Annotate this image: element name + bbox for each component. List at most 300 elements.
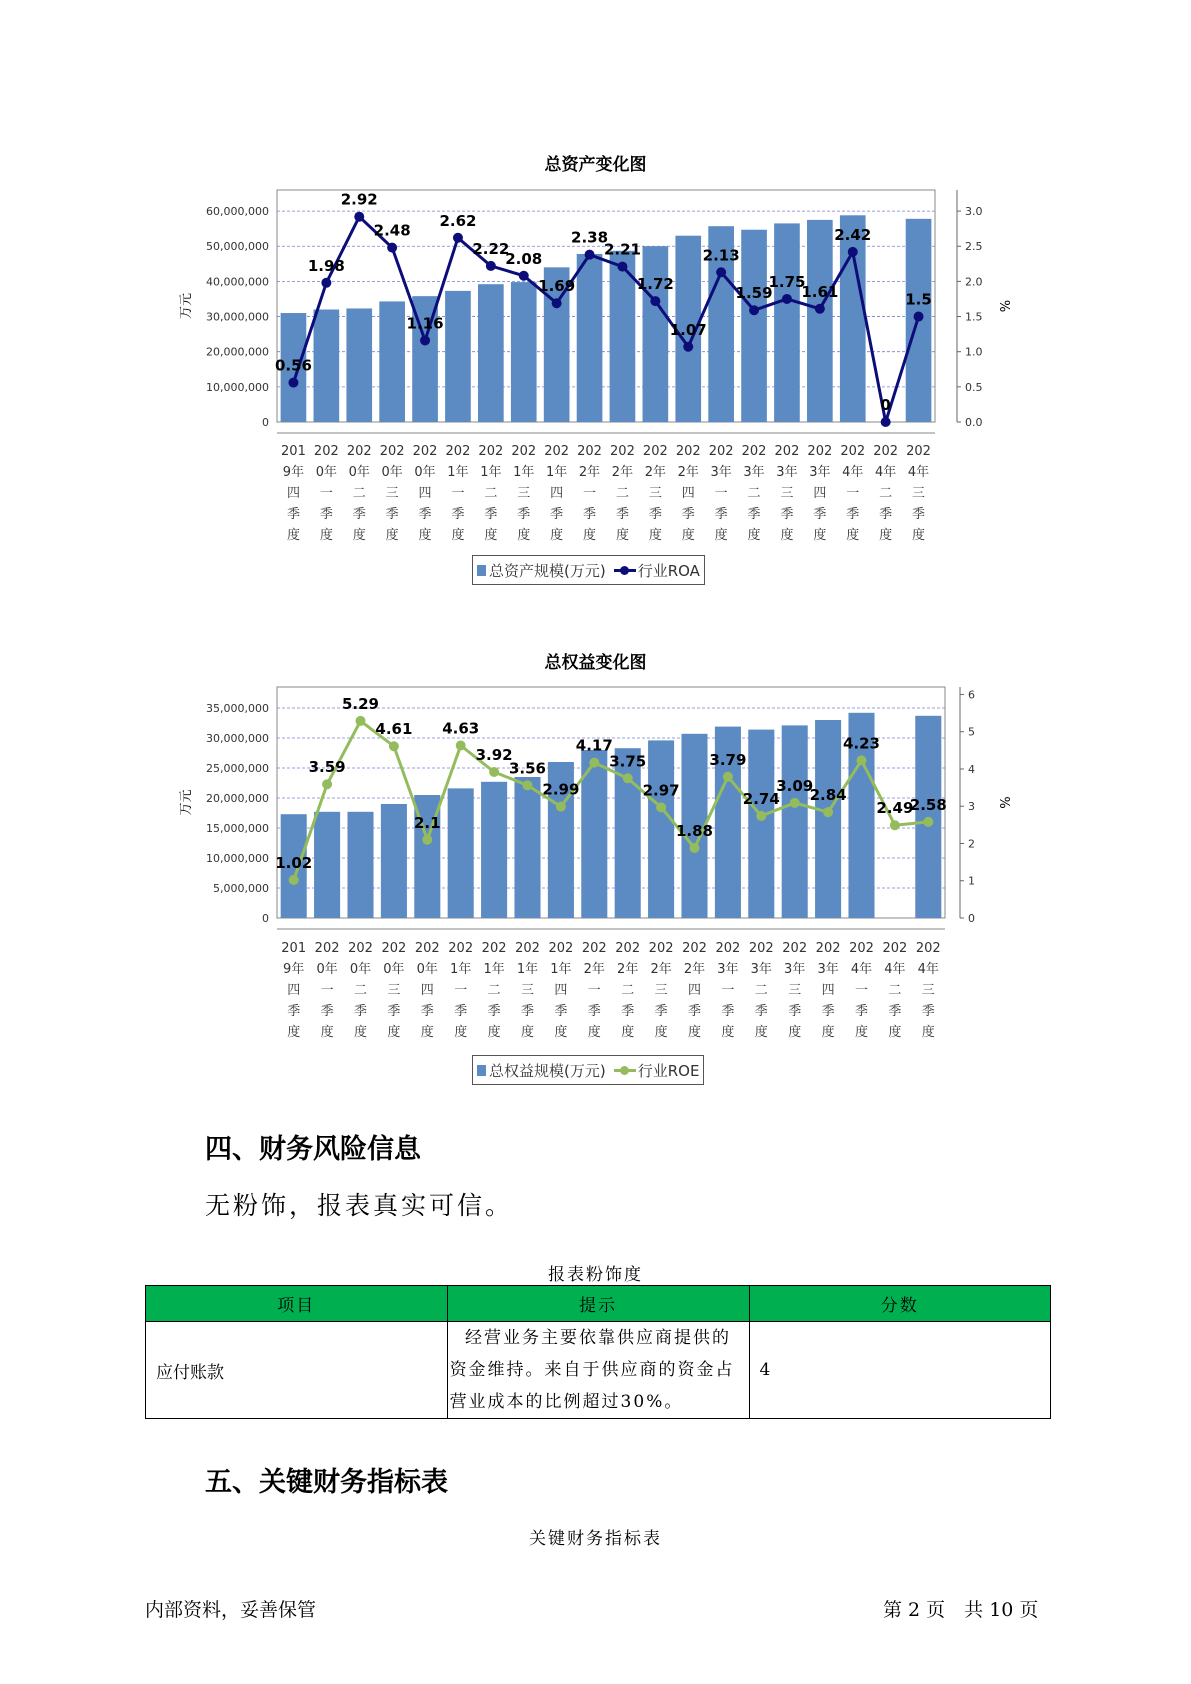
data-label: 2.22 bbox=[472, 239, 510, 258]
x-tick-label: 度 bbox=[418, 528, 432, 543]
y-right-tick-label: 1.0 bbox=[965, 345, 983, 359]
y-left-tick-label: 30,000,000 bbox=[206, 310, 269, 324]
x-tick-label: 三 bbox=[520, 983, 535, 998]
line-point bbox=[456, 740, 466, 750]
line-point bbox=[890, 820, 900, 830]
x-tick-label: 1年 bbox=[546, 465, 568, 480]
bar bbox=[514, 777, 540, 918]
y-right-tick-label: 2.5 bbox=[965, 240, 983, 254]
x-tick-label: 4年 bbox=[917, 962, 939, 977]
x-tick-label: 3年 bbox=[743, 465, 765, 480]
x-tick-label: 季 bbox=[583, 507, 597, 522]
x-tick-label: 202 bbox=[548, 941, 574, 956]
x-tick-label: 0年 bbox=[315, 465, 337, 480]
x-tick-label: 度 bbox=[385, 528, 399, 543]
x-tick-label: 3年 bbox=[717, 962, 739, 977]
x-tick-label: 0年 bbox=[414, 465, 436, 480]
x-tick-label: 202 bbox=[915, 941, 941, 956]
data-label: 2.99 bbox=[542, 780, 580, 799]
x-tick-label: 度 bbox=[387, 1025, 401, 1040]
data-label: 2.48 bbox=[373, 221, 411, 240]
data-label: 2.97 bbox=[642, 781, 680, 800]
x-tick-label: 度 bbox=[352, 528, 366, 543]
line-point bbox=[923, 817, 933, 827]
x-tick-label: 202 bbox=[748, 941, 774, 956]
x-tick-label: 3年 bbox=[817, 962, 839, 977]
x-tick-label: 202 bbox=[381, 941, 407, 956]
x-tick-label: 3年 bbox=[809, 465, 831, 480]
y-right-tick-label: 0 bbox=[968, 912, 975, 925]
bar bbox=[381, 804, 407, 918]
x-tick-label: 度 bbox=[780, 528, 794, 543]
x-tick-label: 度 bbox=[587, 1025, 601, 1040]
x-tick-label: 202 bbox=[815, 941, 841, 956]
x-tick-label: 2年 bbox=[617, 962, 639, 977]
data-label: 1.88 bbox=[675, 821, 714, 840]
data-label: 5.29 bbox=[341, 694, 380, 713]
y-left-tick-label: 0 bbox=[262, 912, 269, 925]
data-label: 2.08 bbox=[505, 249, 543, 268]
y-right-tick-label: 0.0 bbox=[965, 416, 983, 429]
x-tick-label: 二 bbox=[615, 486, 629, 501]
y-left-tick-label: 5,000,000 bbox=[213, 882, 269, 895]
data-label: 1.98 bbox=[307, 256, 345, 275]
x-tick-label: 1年 bbox=[516, 962, 539, 977]
y-right-axis-title: % bbox=[996, 796, 1011, 809]
legend-line-label: 行业ROA bbox=[637, 561, 700, 580]
bar bbox=[314, 812, 340, 918]
x-tick-label: 季 bbox=[587, 1004, 601, 1019]
bar bbox=[448, 788, 474, 918]
x-tick-label: 202 bbox=[313, 444, 339, 459]
x-tick-label: 季 bbox=[747, 507, 761, 522]
x-tick-label: 四 bbox=[687, 983, 702, 998]
x-tick-label: 度 bbox=[754, 1025, 768, 1040]
x-tick-label: 度 bbox=[487, 1025, 501, 1040]
footer-left: 内部资料，妥善保管 bbox=[145, 1599, 317, 1621]
risk-table bbox=[145, 1285, 1051, 1419]
x-tick-label: 季 bbox=[286, 507, 300, 522]
line-point bbox=[322, 779, 332, 789]
x-tick-label: 四 bbox=[821, 983, 835, 998]
line-point bbox=[823, 807, 833, 817]
x-tick-label: 二 bbox=[352, 486, 366, 501]
data-label: 1.61 bbox=[801, 282, 839, 301]
x-tick-label: 202 bbox=[741, 444, 767, 459]
x-tick-label: 度 bbox=[721, 1025, 735, 1040]
line-point bbox=[523, 780, 533, 790]
x-tick-label: 二 bbox=[621, 983, 635, 998]
x-tick-label: 202 bbox=[807, 444, 833, 459]
x-tick-label: 2年 bbox=[683, 962, 706, 977]
legend-line-swatch bbox=[614, 1065, 636, 1075]
data-label: 1.75 bbox=[768, 272, 806, 291]
x-tick-label: 度 bbox=[747, 528, 761, 543]
x-tick-label: 季 bbox=[520, 1004, 535, 1019]
x-tick-label: 1年 bbox=[480, 465, 502, 480]
x-tick-label: 202 bbox=[840, 444, 866, 459]
x-tick-label: 季 bbox=[287, 1004, 301, 1019]
line-point bbox=[422, 835, 432, 845]
x-tick-label: 3年 bbox=[750, 962, 772, 977]
x-tick-label: 1年 bbox=[450, 962, 472, 977]
data-label: 1.69 bbox=[538, 277, 576, 296]
x-tick-label: 一 bbox=[451, 486, 465, 501]
section-5-heading: 五、关键财务指标表 bbox=[205, 1467, 448, 1498]
x-tick-label: 202 bbox=[581, 941, 607, 956]
x-tick-label: 202 bbox=[481, 941, 507, 956]
x-tick-label: 季 bbox=[654, 1004, 668, 1019]
x-tick-label: 季 bbox=[780, 507, 794, 522]
legend-line-label: 行业ROE bbox=[637, 1061, 700, 1080]
x-tick-label: 一 bbox=[721, 983, 735, 998]
line-point bbox=[790, 798, 800, 808]
x-tick-label: 202 bbox=[515, 941, 540, 956]
x-tick-label: 季 bbox=[320, 1004, 334, 1019]
x-tick-label: 度 bbox=[554, 1025, 568, 1040]
x-tick-label: 四 bbox=[418, 486, 432, 501]
x-tick-label: 2年 bbox=[611, 465, 634, 480]
x-tick-label: 2年 bbox=[650, 962, 672, 977]
cell-item: 应付账款 bbox=[146, 1322, 448, 1419]
x-tick-label: 度 bbox=[788, 1025, 802, 1040]
x-tick-label: 二 bbox=[747, 486, 761, 501]
line-point bbox=[589, 758, 599, 768]
x-tick-label: 4年 bbox=[875, 465, 897, 480]
x-tick-label: 一 bbox=[846, 486, 860, 501]
x-tick-label: 季 bbox=[420, 1004, 434, 1019]
y-right-tick-label: 3 bbox=[968, 800, 975, 814]
x-tick-label: 季 bbox=[721, 1004, 735, 1019]
data-label: 3.75 bbox=[609, 752, 647, 771]
y-left-tick-label: 20,000,000 bbox=[206, 792, 269, 805]
x-tick-label: 三 bbox=[517, 486, 531, 501]
cell-score: 4 bbox=[749, 1322, 1051, 1419]
x-tick-label: 季 bbox=[319, 507, 333, 522]
x-tick-label: 季 bbox=[921, 1004, 935, 1019]
x-tick-label: 三 bbox=[912, 486, 926, 501]
data-label: 4.63 bbox=[442, 719, 480, 738]
bar bbox=[648, 740, 674, 918]
y-left-tick-label: 35,000,000 bbox=[206, 702, 269, 715]
data-label: 1.02 bbox=[275, 853, 313, 872]
x-tick-label: 度 bbox=[813, 528, 827, 543]
x-tick-label: 二 bbox=[888, 983, 902, 998]
x-tick-label: 二 bbox=[353, 983, 368, 998]
x-tick-label: 4年 bbox=[850, 962, 873, 977]
y-left-tick-label: 10,000,000 bbox=[206, 380, 269, 394]
data-label: 3.56 bbox=[508, 759, 547, 778]
x-tick-label: 季 bbox=[621, 1004, 635, 1019]
footer-page-number: 第 2 页 共 10 页 bbox=[883, 1599, 1039, 1621]
x-tick-label: 季 bbox=[484, 507, 498, 522]
x-tick-label: 0年 bbox=[381, 465, 403, 480]
x-tick-label: 度 bbox=[681, 528, 695, 543]
line-point bbox=[623, 773, 633, 783]
x-tick-label: 2年 bbox=[578, 465, 601, 480]
y-right-tick-label: 4 bbox=[968, 762, 975, 776]
x-tick-label: 202 bbox=[379, 444, 405, 459]
x-tick-label: 202 bbox=[682, 941, 707, 956]
x-tick-label: 季 bbox=[454, 1004, 468, 1019]
data-label: 3.59 bbox=[308, 758, 346, 777]
x-tick-label: 度 bbox=[615, 528, 629, 543]
x-tick-label: 度 bbox=[454, 1025, 468, 1040]
data-label: 3.09 bbox=[776, 776, 814, 795]
x-tick-label: 四 bbox=[813, 486, 827, 501]
x-tick-label: 1年 bbox=[513, 465, 535, 480]
x-tick-label: 季 bbox=[487, 1004, 501, 1019]
x-tick-label: 度 bbox=[654, 1025, 668, 1040]
x-tick-label: 度 bbox=[912, 528, 926, 543]
data-label: 2.74 bbox=[742, 789, 780, 808]
x-tick-label: 度 bbox=[888, 1025, 902, 1040]
x-tick-label: 季 bbox=[821, 1004, 835, 1019]
line-point bbox=[356, 716, 366, 726]
line-point bbox=[289, 875, 299, 885]
x-tick-label: 1年 bbox=[550, 962, 572, 977]
x-tick-label: 0年 bbox=[316, 962, 338, 977]
header-item: 项目 bbox=[146, 1286, 448, 1322]
x-tick-label: 度 bbox=[353, 1025, 368, 1040]
x-tick-label: 季 bbox=[788, 1004, 802, 1019]
x-tick-label: 202 bbox=[873, 444, 899, 459]
x-tick-label: 202 bbox=[782, 941, 808, 956]
x-tick-label: 一 bbox=[319, 486, 333, 501]
x-tick-label: 度 bbox=[520, 1025, 535, 1040]
x-tick-label: 1年 bbox=[447, 465, 469, 480]
y-left-tick-label: 0 bbox=[262, 416, 269, 429]
x-tick-label: 3年 bbox=[710, 465, 732, 480]
data-label: 3.79 bbox=[709, 750, 747, 769]
x-tick-label: 季 bbox=[754, 1004, 768, 1019]
x-tick-label: 四 bbox=[287, 983, 301, 998]
x-tick-label: 度 bbox=[319, 528, 333, 543]
x-tick-label: 三 bbox=[648, 486, 662, 501]
x-tick-label: 202 bbox=[445, 444, 471, 459]
x-tick-label: 201 bbox=[281, 941, 307, 956]
data-label: 2.38 bbox=[571, 228, 609, 247]
x-tick-label: 3年 bbox=[776, 465, 798, 480]
x-tick-label: 9年 bbox=[282, 465, 305, 480]
data-label: 1.5 bbox=[905, 290, 932, 309]
x-tick-label: 季 bbox=[554, 1004, 568, 1019]
x-tick-label: 202 bbox=[448, 941, 474, 956]
x-tick-label: 度 bbox=[583, 528, 597, 543]
x-tick-label: 一 bbox=[583, 486, 597, 501]
x-tick-label: 202 bbox=[648, 941, 674, 956]
data-label: 4.61 bbox=[375, 720, 413, 739]
y-right-tick-label: 5 bbox=[968, 725, 975, 739]
x-tick-label: 202 bbox=[314, 941, 340, 956]
x-tick-label: 季 bbox=[385, 507, 399, 522]
line-point bbox=[756, 811, 766, 821]
y-right-axis-title: % bbox=[996, 299, 1011, 313]
x-tick-label: 0年 bbox=[383, 962, 405, 977]
x-tick-label: 季 bbox=[681, 507, 695, 522]
header-score: 分数 bbox=[749, 1286, 1051, 1322]
x-tick-label: 202 bbox=[511, 444, 537, 459]
x-tick-label: 度 bbox=[821, 1025, 835, 1040]
x-tick-label: 季 bbox=[648, 507, 662, 522]
x-tick-label: 202 bbox=[478, 444, 504, 459]
equity-chart-title: 总权益变化图 bbox=[544, 653, 647, 673]
data-label: 4.17 bbox=[575, 736, 613, 755]
bar bbox=[782, 725, 808, 918]
x-tick-label: 202 bbox=[906, 444, 931, 459]
table-row bbox=[146, 1322, 1051, 1419]
x-tick-label: 三 bbox=[385, 486, 399, 501]
x-tick-label: 2年 bbox=[583, 962, 605, 977]
x-tick-label: 三 bbox=[387, 983, 401, 998]
line-point bbox=[389, 741, 399, 751]
data-label: 2.1 bbox=[414, 813, 441, 832]
data-label: 0.56 bbox=[274, 356, 312, 375]
data-label: 2.49 bbox=[876, 799, 914, 818]
line-point bbox=[556, 802, 566, 812]
x-tick-label: 202 bbox=[544, 444, 570, 459]
y-left-tick-label: 20,000,000 bbox=[206, 345, 269, 359]
x-tick-label: 202 bbox=[882, 941, 908, 956]
x-tick-label: 4年 bbox=[907, 465, 930, 480]
x-tick-label: 季 bbox=[353, 1004, 368, 1019]
x-tick-label: 度 bbox=[286, 528, 300, 543]
x-tick-label: 二 bbox=[487, 983, 501, 998]
x-tick-label: 度 bbox=[846, 528, 860, 543]
x-tick-label: 202 bbox=[774, 444, 800, 459]
x-tick-label: 季 bbox=[451, 507, 465, 522]
x-tick-label: 202 bbox=[715, 941, 741, 956]
hint-line: 营业成本的比例超过30%。 bbox=[449, 1392, 684, 1412]
x-tick-label: 度 bbox=[550, 528, 564, 543]
x-tick-label: 二 bbox=[754, 983, 768, 998]
x-tick-label: 0年 bbox=[349, 962, 372, 977]
x-tick-label: 度 bbox=[687, 1025, 702, 1040]
data-label: 1.72 bbox=[636, 275, 674, 294]
x-tick-label: 季 bbox=[714, 507, 728, 522]
x-tick-label: 1年 bbox=[483, 962, 505, 977]
x-tick-label: 202 bbox=[642, 444, 668, 459]
x-tick-label: 202 bbox=[414, 941, 440, 956]
header-hint: 提示 bbox=[447, 1286, 749, 1322]
x-tick-label: 202 bbox=[348, 941, 373, 956]
cell-hint bbox=[447, 1322, 749, 1419]
x-tick-label: 季 bbox=[550, 507, 564, 522]
x-tick-label: 度 bbox=[879, 528, 893, 543]
y-left-axis-title: 万元 bbox=[179, 292, 194, 320]
x-tick-label: 度 bbox=[320, 1025, 334, 1040]
data-label: 2.92 bbox=[340, 190, 378, 209]
x-tick-label: 度 bbox=[451, 528, 465, 543]
x-tick-label: 一 bbox=[320, 983, 334, 998]
y-right-tick-label: 2.0 bbox=[965, 275, 983, 289]
x-tick-label: 0年 bbox=[348, 465, 370, 480]
x-tick-label: 季 bbox=[846, 507, 860, 522]
x-tick-label: 度 bbox=[921, 1025, 935, 1040]
data-label: 2.21 bbox=[603, 240, 641, 259]
x-tick-label: 一 bbox=[854, 983, 869, 998]
x-tick-label: 季 bbox=[387, 1004, 401, 1019]
x-tick-label: 四 bbox=[681, 486, 695, 501]
x-tick-label: 一 bbox=[454, 983, 468, 998]
x-tick-label: 度 bbox=[287, 1025, 301, 1040]
x-tick-label: 季 bbox=[615, 507, 629, 522]
x-tick-label: 202 bbox=[577, 444, 602, 459]
x-tick-label: 季 bbox=[418, 507, 432, 522]
x-tick-label: 季 bbox=[888, 1004, 902, 1019]
bar bbox=[748, 730, 774, 918]
data-label: 1.16 bbox=[406, 314, 444, 333]
x-tick-label: 202 bbox=[849, 941, 874, 956]
risk-table-header bbox=[146, 1286, 1051, 1322]
y-right-tick-label: 1.5 bbox=[965, 310, 983, 324]
x-tick-label: 四 bbox=[554, 983, 568, 998]
y-left-axis-title: 万元 bbox=[179, 789, 194, 816]
equity-chart-legend bbox=[472, 1055, 704, 1085]
x-tick-label: 202 bbox=[615, 941, 641, 956]
x-tick-label: 202 bbox=[412, 444, 438, 459]
line-point bbox=[723, 772, 733, 782]
data-label: 0 bbox=[880, 396, 891, 414]
y-left-tick-label: 50,000,000 bbox=[206, 240, 269, 254]
x-tick-label: 季 bbox=[879, 507, 893, 522]
y-left-tick-label: 30,000,000 bbox=[206, 732, 269, 745]
x-tick-label: 季 bbox=[352, 507, 366, 522]
y-right-tick-label: 6 bbox=[968, 688, 975, 702]
x-tick-label: 四 bbox=[286, 486, 300, 501]
y-left-tick-label: 60,000,000 bbox=[206, 205, 269, 219]
section-4-text: 无粉饰，报表真实可信。 bbox=[205, 1191, 514, 1220]
hint-line: 资金维持。来自于供应商的资金占 bbox=[449, 1360, 735, 1380]
bar bbox=[481, 782, 507, 918]
x-tick-label: 季 bbox=[912, 507, 926, 522]
x-tick-label: 季 bbox=[813, 507, 827, 522]
x-tick-label: 季 bbox=[854, 1004, 869, 1019]
x-tick-label: 季 bbox=[687, 1004, 702, 1019]
x-tick-label: 度 bbox=[714, 528, 728, 543]
data-label: 1.07 bbox=[669, 320, 707, 339]
x-tick-label: 三 bbox=[788, 983, 802, 998]
x-tick-label: 一 bbox=[714, 486, 728, 501]
legend-bar-label: 总权益规模(万元) bbox=[489, 1061, 606, 1080]
y-left-tick-label: 40,000,000 bbox=[206, 275, 269, 289]
x-tick-label: 202 bbox=[346, 444, 372, 459]
data-label: 4.23 bbox=[842, 734, 881, 753]
bar bbox=[347, 812, 373, 918]
x-tick-label: 度 bbox=[621, 1025, 635, 1040]
y-right-tick-label: 0.5 bbox=[965, 380, 983, 394]
y-right-tick-label: 2 bbox=[968, 837, 975, 851]
x-tick-label: 一 bbox=[587, 983, 601, 998]
x-tick-label: 202 bbox=[610, 444, 635, 459]
y-left-tick-label: 15,000,000 bbox=[206, 822, 269, 835]
section-4-heading: 四、财务风险信息 bbox=[205, 1134, 421, 1165]
line-point bbox=[656, 802, 666, 812]
x-tick-label: 2年 bbox=[644, 465, 666, 480]
x-tick-label: 202 bbox=[708, 444, 734, 459]
x-tick-label: 3年 bbox=[784, 962, 806, 977]
data-label: 2.13 bbox=[702, 246, 740, 265]
y-left-tick-label: 10,000,000 bbox=[206, 852, 269, 865]
y-left-tick-label: 25,000,000 bbox=[206, 762, 269, 775]
indicator-table-caption: 关键财务指标表 bbox=[529, 1529, 662, 1549]
data-label: 3.92 bbox=[475, 745, 513, 764]
x-tick-label: 202 bbox=[675, 444, 701, 459]
bar bbox=[815, 720, 841, 918]
line-point bbox=[489, 767, 499, 777]
x-tick-label: 三 bbox=[921, 983, 935, 998]
x-tick-label: 9年 bbox=[283, 962, 305, 977]
